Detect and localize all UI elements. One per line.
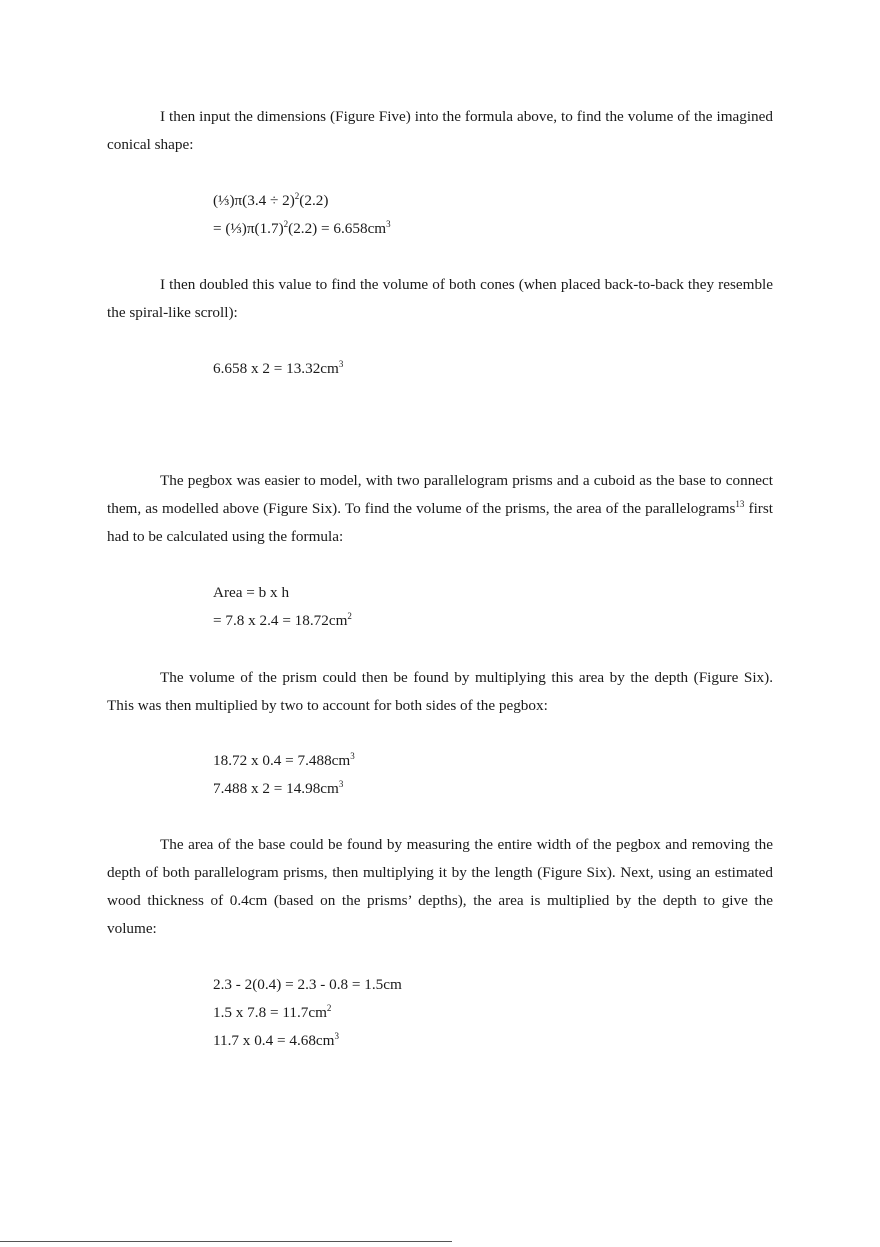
equation-base-volume: 11.7 x $0.4 = 4.68cm^3$ <box>213 1031 339 1049</box>
paragraph-cones-double <box>107 271 773 327</box>
equation-cone-step1: (⅓)π(3.4 ÷ 2)$^2$(2.2) <box>213 191 329 209</box>
footnote-reference: 13 <box>735 499 745 509</box>
equation-cone-step2: = $(\frac{1}{3})\pi(1.7)^2(2.2) = 6.658cm^3$ <box>213 219 391 237</box>
paragraph-text: I then doubled this value to find the volume of both cones (when placed back-to-back they resemble the spiral-like scroll): <box>107 276 773 321</box>
paragraph-text: The volume of the prism could then be found by multiplying this area by the depth (Figure Six). This was then multiplied by two to account for both sides of the pegbox: <box>107 669 773 714</box>
paragraph-text-tail: first had to be calculated using the formula: <box>107 500 773 545</box>
footnote-separator <box>0 1241 452 1242</box>
unit-exponent: 3 <box>350 751 355 761</box>
unit-exponent: 3 <box>334 1031 339 1041</box>
paragraph-cone-intro <box>107 103 773 159</box>
paragraph-base-volume <box>107 831 773 943</box>
paragraph-text: The area of the base could be found by measuring the entire width of the pegbox and removing the depth of both parallelogram prisms, then multiplying it by the length (Figure Six). Next, using an estimated wood thickness of 0.4cm (based on the prisms’ depths), the area is multiplied by the depth to give the volume: <box>107 836 773 937</box>
equation-prism-double: 7.488 x $2 = 14.98cm^3$ <box>213 779 344 797</box>
paragraph-pegbox <box>107 467 773 551</box>
unit-exponent: 2 <box>326 1003 332 1013</box>
equation-prism-volume: 18.72 x $0.4 = 7.488cm^3$ <box>213 751 355 769</box>
unit-exponent: 3 <box>338 359 344 369</box>
equation-base-width: 2.3 - 2(0.4) = 2.3 - 0.8 = 1.5cm <box>213 976 402 993</box>
paragraph-text: The pegbox was easier to model, with two parallelogram prisms and a cuboid as the base to connect them, as modelled above (Figure Six). To find the volume of the prisms, the area of the parallelograms <box>107 472 773 517</box>
exponent: 2 <box>283 219 289 229</box>
paragraph-prism-volume <box>107 664 773 720</box>
equation-area-value: = 7.8 x $2.4 = 18.72cm^2$ <box>213 611 352 629</box>
exponent: 2 <box>294 191 300 201</box>
unit-exponent: 3 <box>338 779 344 789</box>
unit-exponent: 2 <box>347 611 352 621</box>
paragraph-text: I then input the dimensions (Figure Five) into the formula above, to find the volume of the imagined conical shape: <box>107 108 773 153</box>
equation-area-formula: Area = b x h <box>213 584 290 601</box>
unit-exponent: 3 <box>386 219 391 229</box>
equation-cones-double: 6.658 x $2 = 13.32cm^3$ <box>213 359 344 377</box>
equation-base-area: 1.5 x $7.8 = 11.7cm^2$ <box>213 1003 332 1021</box>
